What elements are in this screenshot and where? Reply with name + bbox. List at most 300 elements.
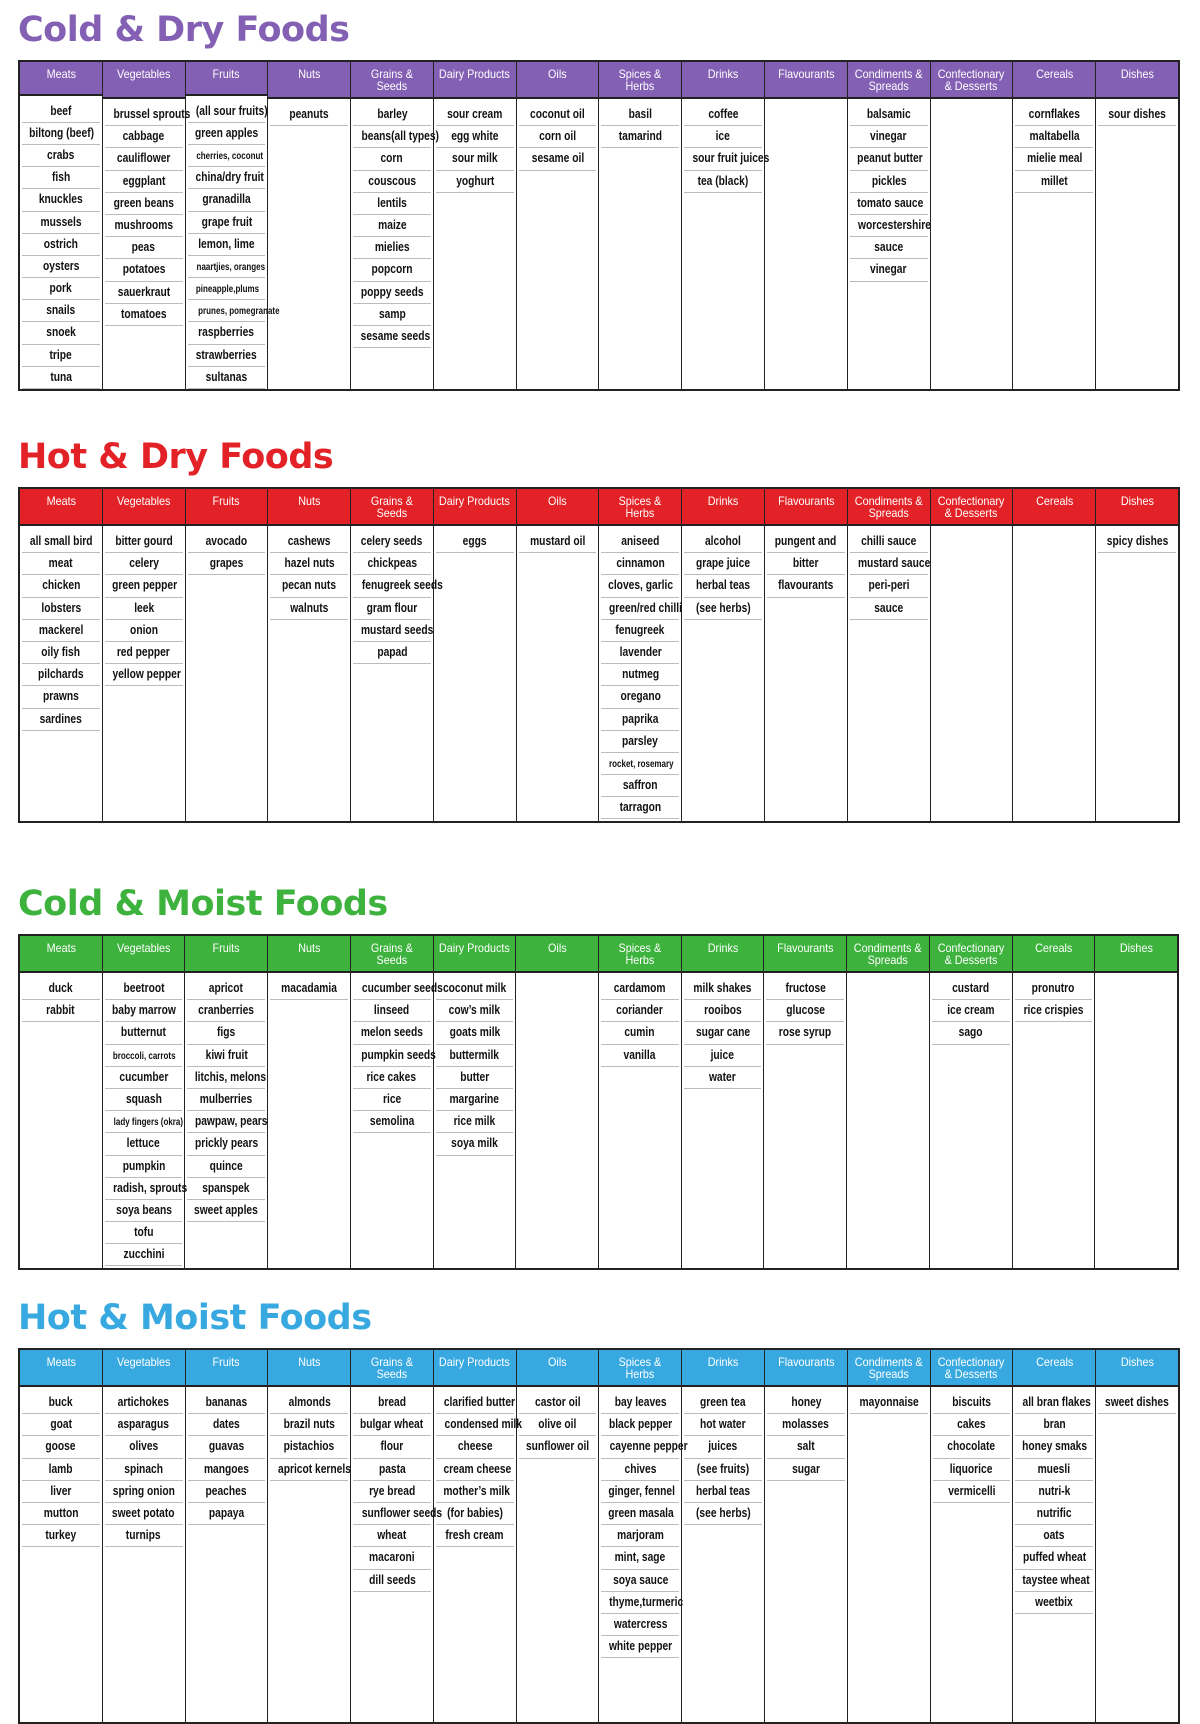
food-item [353, 237, 431, 259]
food-item [601, 642, 679, 664]
column-header [848, 1350, 930, 1387]
column-header [268, 1350, 350, 1387]
column-body [434, 973, 516, 1268]
column-body [930, 973, 1012, 1268]
column-body [1096, 1387, 1178, 1722]
column-body [599, 973, 681, 1268]
column-header [268, 489, 350, 526]
column-header [930, 936, 1012, 973]
food-item [22, 345, 100, 367]
food-item-label: peaches [205, 1483, 247, 1498]
column-header [20, 936, 102, 973]
column-header-label: Drinks [707, 67, 739, 81]
food-item-label: puffed wheat [1022, 1550, 1086, 1565]
table-column [268, 936, 351, 1268]
food-item-label: sugar [791, 1461, 820, 1476]
column-header [764, 936, 846, 973]
food-item [188, 300, 280, 322]
food-item-label: flour [380, 1439, 404, 1454]
food-item-label: buck [48, 1395, 73, 1409]
food-item [22, 598, 100, 620]
column-header [351, 1350, 433, 1387]
food-item-label: poppy seeds [360, 284, 424, 299]
table-column [351, 936, 443, 1268]
food-item-label: rabbit [46, 1003, 76, 1018]
food-item-label: clarified butter [443, 1395, 515, 1409]
column-body [599, 526, 681, 821]
food-item-label: sour cream [447, 107, 503, 121]
food-item [436, 148, 514, 170]
food-item [105, 1022, 183, 1044]
food-item-label: parsley [622, 733, 659, 748]
column-body [186, 96, 280, 389]
food-item-label: red pepper [117, 644, 171, 659]
column-header [682, 62, 764, 99]
column-header-label: Spices & Herbs [619, 1355, 662, 1381]
table-column [847, 936, 930, 1268]
food-item-label: rose syrup [779, 1025, 832, 1040]
food-item-label: pasta [378, 1461, 406, 1476]
food-item [353, 1570, 431, 1592]
food-item [353, 1414, 431, 1436]
food-item [767, 575, 845, 597]
food-item [519, 104, 597, 126]
food-item [933, 1436, 1011, 1458]
food-item [353, 598, 431, 620]
food-item-label: sunflower seeds [361, 1505, 443, 1520]
food-item-label: popcorn [371, 262, 413, 277]
column-header-label: Nuts [298, 494, 321, 508]
food-item [187, 1067, 265, 1089]
food-item [1015, 1592, 1093, 1614]
column-body [1095, 973, 1177, 1268]
food-item [105, 1436, 183, 1458]
food-item [601, 1000, 679, 1022]
food-item-label: tarragon [619, 800, 662, 815]
food-item-label: green pepper [111, 578, 177, 593]
food-item-label: cinnamon [616, 556, 665, 571]
food-item-label: gram flour [366, 600, 418, 615]
food-item-label: fish [51, 170, 70, 185]
table-column [1096, 1350, 1178, 1722]
food-item-label: avocado [205, 534, 248, 548]
food-item [601, 664, 679, 686]
table-column [268, 489, 351, 821]
column-body [351, 973, 443, 1268]
food-item-label: liver [50, 1483, 72, 1498]
food-item-label: vinegar [870, 129, 907, 144]
column-body [20, 96, 102, 389]
food-item-label: tomato sauce [857, 195, 924, 210]
food-item [932, 978, 1010, 1000]
food-item-label: bulgar wheat [360, 1417, 424, 1432]
column-header-label: Meats [46, 1355, 76, 1369]
food-item [270, 1459, 352, 1481]
food-item-label: cabbage [122, 129, 165, 144]
column-header [1013, 489, 1095, 526]
food-item-label: soya milk [451, 1136, 498, 1151]
food-item [353, 575, 443, 597]
food-item-label: tripe [49, 347, 72, 362]
food-item [353, 215, 431, 237]
table-column [1013, 62, 1096, 389]
table-column [682, 62, 770, 389]
food-item-label: pistachios [283, 1439, 335, 1454]
food-item-label: lady fingers (okra) [113, 1117, 183, 1129]
column-header-label: Confectionary & Desserts [938, 67, 1005, 93]
table-column [599, 62, 682, 389]
food-item-label: ice cream [947, 1003, 995, 1018]
food-item-label: mother’s milk [443, 1483, 510, 1498]
food-item-label: custard [952, 981, 990, 995]
food-item-label: fructose [785, 981, 826, 995]
food-item [601, 1392, 679, 1414]
food-item-label: mushrooms [114, 217, 173, 232]
column-body [931, 99, 1013, 389]
food-item [850, 259, 928, 281]
column-header-label: Oils [548, 67, 567, 81]
food-item [850, 148, 928, 170]
food-item-label: sour dishes [1108, 107, 1166, 121]
column-header-label: Meats [46, 941, 76, 955]
food-item-label: milk shakes [693, 981, 752, 995]
column-header [599, 62, 681, 99]
food-item [766, 1022, 844, 1044]
food-item-label: pork [49, 281, 72, 296]
food-item-label: mayonnaise [859, 1395, 919, 1409]
food-item-label: macaroni [369, 1550, 415, 1565]
food-item [436, 1045, 514, 1067]
food-item [684, 1459, 762, 1481]
food-item [22, 1459, 100, 1481]
food-item [601, 1414, 679, 1436]
food-item [22, 300, 100, 322]
table-column [268, 62, 351, 389]
food-item-label: sweet dishes [1105, 1395, 1169, 1409]
column-header-label: Fruits [212, 941, 240, 955]
column-header [599, 489, 681, 526]
food-item [850, 126, 928, 148]
food-item-label: peas [131, 240, 156, 255]
table-column [351, 62, 440, 389]
column-header-label: Meats [46, 67, 76, 81]
column-body [848, 99, 930, 389]
food-item [1015, 1570, 1093, 1592]
food-item-label: lobsters [40, 600, 81, 615]
column-header-label: Cereals [1035, 494, 1073, 508]
column-body [682, 99, 770, 389]
food-item-label: maltabella [1029, 129, 1080, 144]
food-item-label: sauce [874, 240, 904, 255]
food-item-label: turnips [126, 1528, 162, 1543]
table-column [848, 489, 931, 821]
food-item [353, 978, 443, 1000]
food-item [601, 1636, 679, 1658]
column-header [1096, 62, 1178, 99]
column-header-label: Confectionary & Desserts [937, 941, 1005, 967]
food-item [933, 1414, 1011, 1436]
food-table [18, 1348, 1180, 1724]
food-item [767, 1459, 845, 1481]
table-column [931, 489, 1014, 821]
food-item [105, 1392, 183, 1414]
food-item-label: bran [1043, 1417, 1066, 1432]
food-item [766, 978, 844, 1000]
food-item [353, 126, 440, 148]
food-item [22, 575, 100, 597]
food-item [601, 978, 679, 1000]
table-column [434, 936, 517, 1268]
food-item [519, 1392, 597, 1414]
column-body [848, 526, 930, 821]
food-item [436, 1481, 514, 1503]
food-item-label: sardines [39, 711, 82, 726]
food-item-label: china/dry fruit [195, 170, 264, 185]
food-item-label: tea (black) [697, 173, 749, 188]
food-item-label: cranberries [198, 1003, 255, 1018]
food-item [105, 282, 183, 304]
food-item-label: balsamic [866, 107, 911, 121]
food-item-label: weetbix [1035, 1594, 1074, 1609]
table-column [351, 489, 443, 821]
food-item [187, 1022, 265, 1044]
food-item-label: grape fruit [201, 214, 252, 229]
food-item [187, 1000, 265, 1022]
column-body [268, 1387, 350, 1722]
column-header [931, 62, 1013, 99]
food-item-label: ice [716, 129, 731, 144]
food-item-label: mussels [40, 214, 82, 229]
table-column [1096, 62, 1178, 389]
food-item-label: saffron [622, 778, 658, 793]
food-item-label: pungent and [775, 534, 837, 548]
column-header-label: Nuts [298, 1355, 321, 1369]
food-table [18, 487, 1180, 823]
column-body [20, 526, 102, 821]
food-item [601, 1547, 679, 1569]
section-title: Hot & Moist Foods [18, 1298, 372, 1338]
food-item [353, 1022, 431, 1044]
food-item [766, 1000, 844, 1022]
food-item-label: goose [45, 1439, 76, 1454]
food-item-label: molasses [782, 1417, 830, 1432]
food-item-label: olives [129, 1439, 159, 1454]
food-item-label: olive oil [538, 1417, 577, 1432]
food-item-label: green beans [113, 195, 174, 210]
column-header-label: Flavourants [777, 941, 834, 955]
food-item-label: chocolate [947, 1439, 996, 1454]
food-item [601, 1436, 689, 1458]
column-header-label: Flavourants [777, 494, 835, 508]
column-header-label: Cereals [1035, 1355, 1073, 1369]
food-item-label: cucumber seeds [361, 981, 443, 995]
column-header-label: Oils [548, 1355, 567, 1369]
food-item [353, 171, 431, 193]
food-item [270, 104, 348, 126]
food-table [18, 60, 1180, 391]
table-column [599, 489, 682, 821]
column-header-label: Spices & Herbs [618, 941, 662, 967]
food-item [187, 1045, 265, 1067]
column-header [351, 62, 433, 99]
food-item [188, 145, 266, 167]
food-item-label: baby marrow [111, 1003, 176, 1018]
table-column [1095, 936, 1177, 1268]
food-item-label: ostrich [43, 236, 78, 251]
food-item-label: cakes [957, 1417, 986, 1432]
food-item [270, 598, 348, 620]
food-item [1015, 171, 1093, 193]
column-header-label: Grains & Seeds [371, 494, 414, 520]
column-body [765, 526, 847, 821]
food-item [105, 598, 183, 620]
food-item-label: sauerkraut [117, 284, 170, 299]
column-header-label: Grains & Seeds [371, 1355, 414, 1381]
food-item-label: castor oil [534, 1395, 581, 1409]
food-item [601, 1045, 679, 1067]
food-item-label: oregano [620, 689, 661, 704]
column-header-label: Dishes [1120, 67, 1154, 81]
food-item [270, 1392, 348, 1414]
food-item-label: coconut oil [530, 107, 585, 121]
column-body [931, 526, 1013, 821]
table-column [20, 489, 103, 821]
food-item [767, 553, 845, 575]
food-item [436, 104, 514, 126]
food-item [1015, 1481, 1093, 1503]
table-column [103, 62, 191, 389]
food-item [22, 123, 100, 145]
food-item-label: chilli sauce [861, 534, 917, 548]
column-body [848, 1387, 930, 1722]
food-item-label: (for babies) [446, 1505, 503, 1520]
column-header [931, 489, 1013, 526]
food-item-label: (see herbs) [695, 1505, 751, 1520]
table-column [517, 1350, 600, 1722]
food-item-label: zucchini [123, 1247, 165, 1262]
food-item [601, 753, 679, 775]
column-body [682, 526, 764, 821]
column-body [103, 973, 185, 1268]
food-item-label: liquorice [950, 1461, 993, 1476]
food-item [436, 1503, 514, 1525]
column-header-label: Condiments & Spreads [854, 1355, 923, 1381]
food-item [850, 104, 928, 126]
table-column [268, 1350, 351, 1722]
food-item [270, 575, 348, 597]
food-item [105, 104, 191, 126]
table-column [434, 489, 517, 821]
column-body [1013, 99, 1095, 389]
food-item [353, 1089, 431, 1111]
column-header-label: Condiments & Spreads [854, 494, 923, 520]
food-item [684, 1414, 762, 1436]
food-item-label: juice [710, 1047, 735, 1062]
food-item-label: nutri-k [1038, 1483, 1071, 1498]
food-item-label: mielie meal [1026, 151, 1082, 166]
column-header-label: Dishes [1119, 941, 1153, 955]
column-header [1096, 1350, 1178, 1387]
food-item-label: sweet potato [112, 1505, 175, 1520]
column-header [434, 62, 516, 99]
column-header-label: Drinks [707, 941, 738, 955]
column-header-label: Grains & Seeds [370, 941, 413, 967]
food-item-label: barley [376, 107, 408, 121]
food-item-label: taystee wheat [1022, 1572, 1090, 1587]
food-item-label: worcestershire [857, 217, 931, 232]
food-item-label: dates [213, 1417, 240, 1432]
table-column [351, 1350, 443, 1722]
column-header [931, 1350, 1013, 1387]
food-item-label: sultanas [205, 369, 248, 384]
food-item [353, 1436, 431, 1458]
food-item-label: yellow pepper [112, 667, 181, 682]
food-item-label: aniseed [621, 534, 660, 548]
food-item-label: goats milk [449, 1025, 500, 1040]
food-item-label: soya sauce [612, 1572, 668, 1587]
food-item-label: cayenne pepper [610, 1439, 689, 1454]
food-item [22, 1525, 100, 1547]
column-body [599, 1387, 689, 1722]
food-item [353, 1067, 431, 1089]
food-item [188, 1414, 266, 1436]
food-item [187, 1111, 268, 1133]
table-column [20, 62, 103, 389]
food-item-label: lemon, lime [198, 236, 255, 251]
food-item-label: crabs [47, 147, 75, 162]
food-item [436, 1067, 514, 1089]
column-header-label: Meats [46, 494, 76, 508]
food-item [188, 167, 266, 189]
food-item [105, 531, 183, 553]
food-item-label: raspberries [198, 325, 255, 340]
food-item-label: celery seeds [361, 534, 423, 548]
food-item-label: rooibos [703, 1003, 742, 1018]
food-item-label: goat [50, 1417, 72, 1432]
table-column [930, 936, 1013, 1268]
food-item [601, 553, 679, 575]
food-item [932, 1000, 1010, 1022]
food-item [353, 1111, 431, 1133]
food-item-label: honey [790, 1395, 822, 1409]
food-item-label: tomatoes [120, 306, 167, 321]
food-item-label: flavourants [778, 578, 834, 593]
food-item-label: tamarind [618, 129, 662, 144]
column-header [848, 489, 930, 526]
table-column [682, 1350, 765, 1722]
food-item-label: sesame oil [531, 151, 584, 166]
food-item [22, 367, 100, 389]
food-item-label: mustard seeds [361, 622, 434, 637]
column-body [103, 99, 191, 389]
food-item [601, 1614, 679, 1636]
food-item-label: hazel nuts [284, 556, 335, 571]
food-item [601, 1570, 679, 1592]
food-item [436, 1133, 514, 1155]
column-header [599, 1350, 681, 1387]
food-item-label: cloves, garlic [608, 578, 674, 593]
column-header [20, 1350, 102, 1387]
food-item [187, 978, 265, 1000]
food-item [22, 531, 100, 553]
column-header [765, 1350, 847, 1387]
column-header-label: Confectionary & Desserts [938, 1355, 1005, 1381]
food-item [22, 1000, 100, 1022]
food-item-label: herbal teas [696, 1483, 751, 1498]
food-item-label: prunes, pomegranate [197, 306, 280, 318]
food-item-label: glucose [785, 1003, 825, 1018]
food-section [0, 1296, 1200, 1724]
